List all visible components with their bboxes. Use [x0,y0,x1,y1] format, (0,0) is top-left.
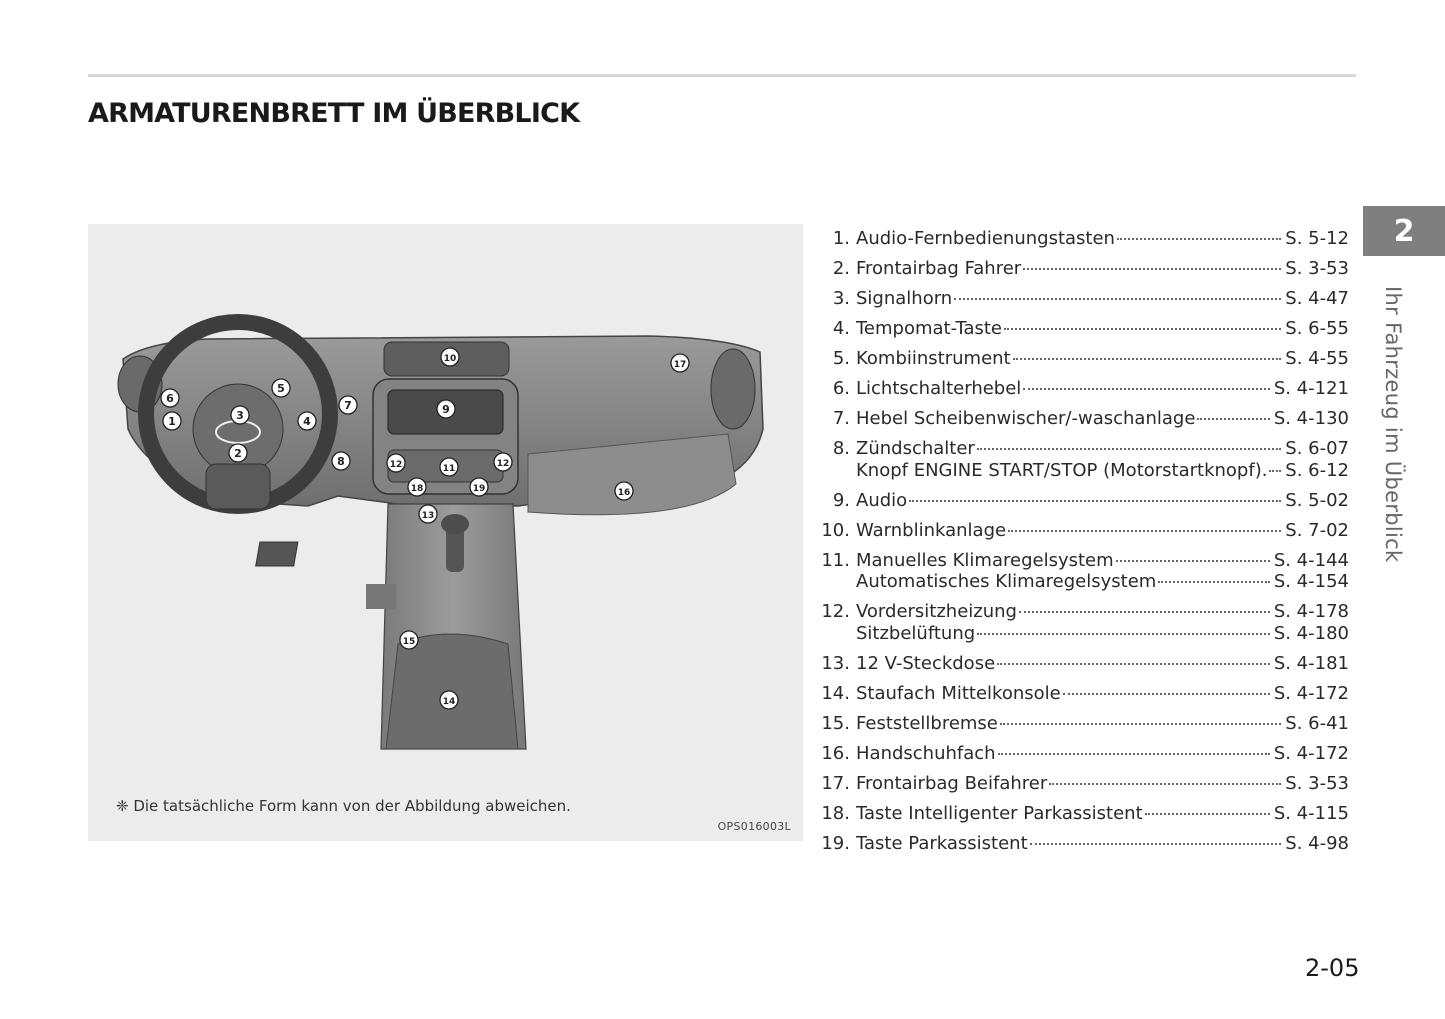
legend-line [850,653,1349,675]
legend-item [816,288,1349,310]
callout-15 [400,631,418,649]
legend-item [816,378,1349,400]
figure-note: ❈ Die tatsächliche Form kann von der Abbildung abweichen. [116,797,571,815]
legend-item [816,653,1349,675]
legend-page-ref: S. 6-41 [1285,713,1349,735]
svg-text:10: 10 [443,354,457,364]
legend-number: 10. [821,519,850,541]
svg-text:6: 6 [166,392,174,405]
legend-item [816,713,1349,735]
legend-item [816,348,1349,370]
callout-12-left [387,454,405,472]
legend-label: Audio-Fernbedienungstasten [856,228,1115,249]
legend-page-ref: S. 4-178 [1273,601,1349,623]
legend-line [850,571,1349,593]
leader-dots [977,632,1270,635]
leader-dots [1145,812,1270,815]
legend-number: 9. [832,489,850,511]
legend-label: Sitzbelüftung [856,623,976,645]
legend-page-ref: S. 4-144 [1273,549,1349,571]
legend-label: Zündschalter [856,437,975,459]
legend-label: Knopf ENGINE START/STOP (Motorstartknopf). [856,459,1268,481]
legend-item [816,683,1349,705]
chapter-title: Ihr Fahrzeug im Überblick [1381,286,1405,563]
legend-line [850,683,1349,705]
legend-page-ref: S. 4-154 [1273,571,1349,593]
legend-page-ref: S. 5-12 [1285,228,1349,249]
leader-dots [1004,327,1281,330]
callout-7 [339,396,357,414]
legend-label: Warnblinkanlage [856,519,1007,541]
legend-line [850,623,1349,645]
leader-dots [1117,237,1281,240]
legend-label: Feststellbremse [856,713,998,735]
legend-label: Tempomat-Taste [856,317,1003,339]
leader-dots [1000,722,1281,725]
legend-item [816,520,1349,542]
leader-dots [1030,842,1282,845]
leader-dots [1197,417,1269,420]
callout-16 [615,482,633,500]
leader-dots [1013,357,1282,360]
svg-text:8: 8 [337,455,345,468]
legend-number: 15. [821,713,850,735]
legend-line [850,520,1349,542]
callout-8 [332,452,350,470]
legend-label: Lichtschalterhebel [856,377,1022,399]
legend-page-ref: S. 4-181 [1273,653,1349,675]
callout-9 [437,400,455,418]
legend-label: 12 V-Steckdose [856,653,996,675]
legend-number: 5. [832,347,850,369]
legend-item [816,228,1349,250]
legend-number: 3. [832,287,850,309]
legend-item [816,743,1349,765]
leader-dots [1158,580,1270,583]
callout-13 [419,505,437,523]
legend-label: Manuelles Klimaregelsystem [856,549,1114,571]
legend-line [850,258,1349,280]
svg-text:15: 15 [402,637,416,647]
legend-line [850,408,1349,430]
legend-label: Handschuhfach [856,743,996,765]
legend-number: 14. [821,683,850,705]
legend-line [850,318,1349,340]
callout-11 [440,458,458,476]
legend-number: 16. [821,743,850,765]
legend-number: 11. [821,549,850,571]
leader-dots [1019,610,1270,613]
legend-number: 1. [832,228,850,249]
legend-page-ref: S. 4-47 [1285,287,1349,309]
leader-dots [1023,387,1270,390]
leader-dots [977,447,1281,450]
legend-line [850,288,1349,310]
legend-label: Signalhorn [856,287,953,309]
svg-text:11: 11 [442,464,456,474]
legend-item [816,438,1349,482]
legend-label: Taste Parkassistent [856,833,1028,855]
legend-page-ref: S. 4-55 [1285,347,1349,369]
legend-line [850,438,1349,460]
legend-item [816,258,1349,280]
legend-line [850,490,1349,512]
legend-item [816,773,1349,795]
svg-text:18: 18 [410,484,424,494]
legend-line [850,348,1349,370]
legend-line [850,228,1349,250]
dashboard-figure [88,224,803,841]
svg-text:19: 19 [472,484,486,494]
legend-line [850,773,1349,795]
svg-text:4: 4 [303,415,311,428]
legend-item [816,408,1349,430]
chapter-tab: 2 [1363,206,1445,256]
legend-number: 17. [821,773,850,795]
legend-number: 18. [821,803,850,825]
legend-page-ref: S. 4-180 [1273,623,1349,645]
legend-number: 13. [821,653,850,675]
svg-text:14: 14 [442,697,456,707]
legend-label: Taste Intelligenter Parkassistent [856,803,1143,825]
legend-page-ref: S. 3-53 [1285,773,1349,795]
leader-dots [1063,692,1270,695]
callout-19 [470,478,488,496]
legend-page-ref: S. 4-98 [1285,833,1349,855]
callout-6 [161,389,179,407]
legend-item [816,803,1349,825]
leader-dots [1008,529,1281,532]
callout-3 [231,406,249,424]
leader-dots [1023,267,1281,270]
leader-dots [1116,559,1270,562]
legend-page-ref: S. 3-53 [1285,257,1349,279]
callout-14 [440,691,458,709]
footwell [366,584,396,609]
legend-label: Frontairbag Fahrer [856,257,1022,279]
svg-text:5: 5 [277,382,285,395]
svg-text:7: 7 [344,399,352,412]
svg-text:12: 12 [389,460,403,470]
legend-line [850,460,1349,482]
leader-dots [1269,469,1281,472]
leader-dots [998,752,1270,755]
svg-text:16: 16 [617,488,631,498]
legend-number: 6. [832,377,850,399]
leader-dots [954,297,1281,300]
callout-2 [229,444,247,462]
leader-dots [997,662,1270,665]
legend-label: Audio [856,489,908,511]
svg-text:13: 13 [421,511,435,521]
callout-4 [298,412,316,430]
legend-label: Frontairbag Beifahrer [856,773,1048,795]
callout-12-right [494,453,512,471]
callout-1 [163,412,181,430]
svg-text:1: 1 [168,415,176,428]
right-vent [711,349,755,429]
legend-line [850,743,1349,765]
legend-line [850,803,1349,825]
legend-number: 12. [821,601,850,623]
leader-dots [1049,782,1281,785]
pedal [256,542,298,566]
legend-line [850,833,1349,855]
legend-page-ref: S. 6-12 [1285,459,1349,481]
steering-column [206,464,270,509]
legend-line [850,713,1349,735]
top-rule [88,74,1356,77]
legend-label: Vordersitzheizung [856,601,1017,623]
legend-line [850,550,1349,572]
legend-item [816,833,1349,855]
legend-page-ref: S. 4-121 [1273,377,1349,399]
figure-code: OPS016003L [717,820,791,833]
legend-label: Hebel Scheibenwischer/-waschanlage [856,407,1196,429]
legend-line [850,601,1349,623]
callout-5 [272,379,290,397]
legend-number: 2. [832,257,850,279]
legend-number: 19. [821,833,850,855]
svg-text:2: 2 [234,447,242,460]
page-title: ARMATURENBRETT IM ÜBERBLICK [88,98,580,129]
legend-page-ref: S. 6-07 [1285,437,1349,459]
legend-line [850,378,1349,400]
page-number: 2-05 [1305,954,1360,982]
legend-item [816,318,1349,340]
svg-text:12: 12 [496,459,510,469]
legend-page-ref: S. 5-02 [1285,489,1349,511]
legend-page-ref: S. 4-130 [1273,407,1349,429]
legend-page-ref: S. 7-02 [1285,519,1349,541]
callout-10 [441,348,459,366]
legend-number: 8. [832,437,850,459]
legend-number: 7. [832,407,850,429]
legend-label: Kombiinstrument [856,347,1011,369]
legend-label: Automatisches Klimaregelsystem [856,571,1157,593]
dashboard-illustration [88,224,803,841]
legend-number: 4. [832,317,850,339]
svg-text:17: 17 [673,360,687,370]
gear-knob [441,514,469,534]
legend-list [816,228,1349,863]
legend-item [816,601,1349,645]
legend-page-ref: S. 6-55 [1285,317,1349,339]
legend-label: Staufach Mittelkonsole [856,683,1061,705]
leader-dots [909,499,1281,502]
svg-text:9: 9 [442,403,450,416]
svg-text:3: 3 [236,409,244,422]
legend-item [816,550,1349,594]
legend-page-ref: S. 4-115 [1273,803,1349,825]
legend-page-ref: S. 4-172 [1273,683,1349,705]
callout-17 [671,354,689,372]
legend-item [816,490,1349,512]
callout-18 [408,478,426,496]
legend-page-ref: S. 4-172 [1273,743,1349,765]
